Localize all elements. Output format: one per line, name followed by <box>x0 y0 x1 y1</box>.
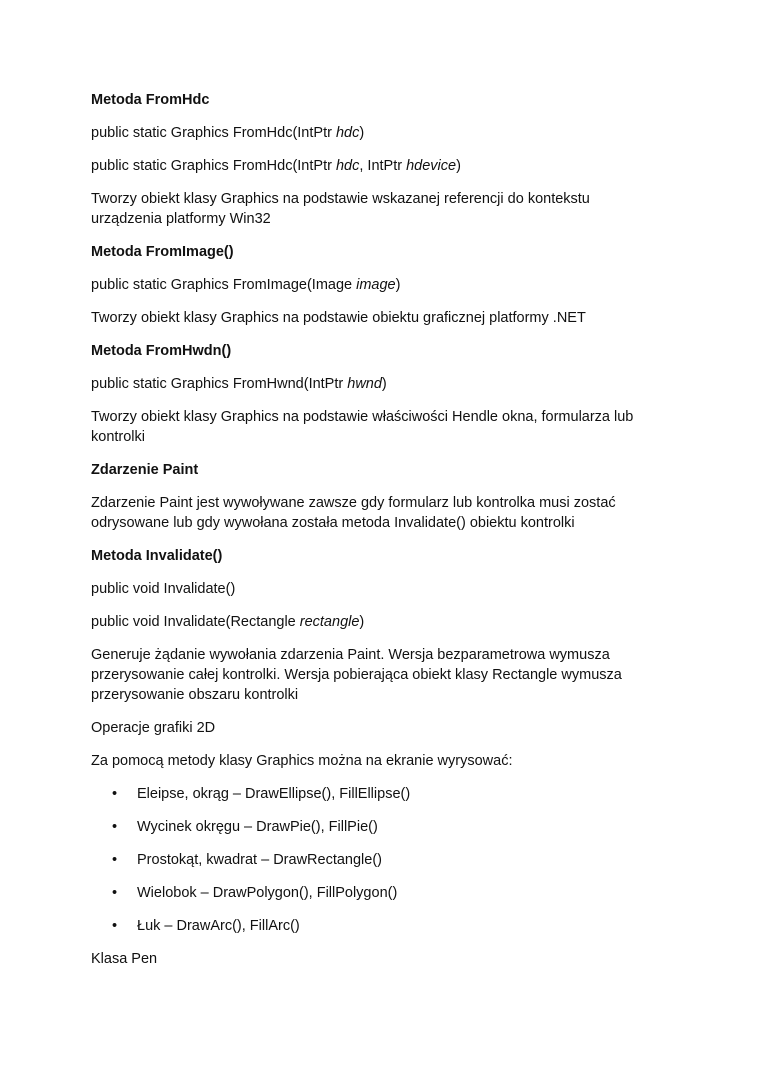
signature-fromhdc-2 <box>91 156 461 176</box>
desc-invalidate-line2: przerysowanie całej kontrolki. Wersja pobierająca obiekt klasy Rectangle wymusza <box>91 667 622 683</box>
bullet-icon: • <box>112 786 118 802</box>
sig-text: ) <box>381 376 387 392</box>
sig-text: , IntPtr <box>359 158 407 174</box>
heading-fromhdc: Metoda FromHdc <box>91 92 210 108</box>
list-item-text: Eleipse, okrąg – DrawEllipse(), FillEllipse() <box>137 786 411 802</box>
sig-arg: hwnd <box>347 376 382 392</box>
desc-fromhdc-line1: Tworzy obiekt klasy Graphics na podstawie wskazanej referencji do kontekstu <box>91 191 590 207</box>
desc-paint-line1: Zdarzenie Paint jest wywoływane zawsze gdy formularz lub kontrolka musi zostać <box>91 495 616 511</box>
bullet-icon: • <box>112 852 118 868</box>
sig-text: public static Graphics FromHdc(IntPtr <box>91 158 336 174</box>
desc-fromhwdn-line1: Tworzy obiekt klasy Graphics na podstawie właściwości Hendle okna, formularza lub <box>91 409 634 425</box>
sig-arg: hdc <box>335 125 360 141</box>
desc-fromhwdn-line2: kontrolki <box>91 429 145 445</box>
sig-text: ) <box>456 158 461 174</box>
sig-text: ) <box>395 277 401 293</box>
list-item-text: Wycinek okręgu – DrawPie(), FillPie() <box>137 819 378 835</box>
bullet-icon: • <box>112 885 118 901</box>
list-item-text: Prostokąt, kwadrat – DrawRectangle() <box>137 852 382 868</box>
sig-text: ) <box>359 614 365 630</box>
sig-text: public static Graphics FromHwnd(IntPtr <box>91 376 348 392</box>
title-graphics2d: Operacje grafiki 2D <box>91 720 216 736</box>
intro-graphics2d: Za pomocą metody klasy Graphics można na ekranie wyrysować: <box>91 753 513 769</box>
sig-arg: image <box>356 277 396 293</box>
signature-invalidate-1: public void Invalidate() <box>91 581 236 597</box>
signature-invalidate-2 <box>91 612 364 632</box>
sig-arg: hdevice <box>406 158 457 174</box>
title-pen: Klasa Pen <box>91 951 158 967</box>
heading-fromhwdn: Metoda FromHwdn() <box>91 343 232 359</box>
bullet-icon: • <box>112 819 118 835</box>
heading-fromimage: Metoda FromImage() <box>91 244 234 260</box>
sig-arg: rectangle <box>299 614 360 630</box>
signature-fromimage <box>91 275 400 295</box>
sig-text: ) <box>359 125 365 141</box>
signature-fromhdc-1 <box>91 123 364 143</box>
bullet-icon: • <box>112 918 118 934</box>
desc-invalidate-line1: Generuje żądanie wywołania zdarzenia Paint. Wersja bezparametrowa wymusza <box>91 647 610 663</box>
list-item-text: Łuk – DrawArc(), FillArc() <box>137 918 300 934</box>
sig-text: public static Graphics FromImage(Image <box>91 277 357 293</box>
desc-paint-line2: odrysowane lub gdy wywołana została metoda Invalidate() obiektu kontrolki <box>91 515 575 531</box>
sig-text: public static Graphics FromHdc(IntPtr <box>91 125 336 141</box>
sig-arg: hdc <box>335 158 360 174</box>
sig-text: public void Invalidate(Rectangle <box>91 614 300 630</box>
desc-fromhdc-line2: urządzenia platformy Win32 <box>91 211 271 227</box>
list-item-text: Wielobok – DrawPolygon(), FillPolygon() <box>137 885 398 901</box>
signature-fromhwnd <box>91 374 387 394</box>
heading-invalidate: Metoda Invalidate() <box>91 548 223 564</box>
desc-fromimage: Tworzy obiekt klasy Graphics na podstawie obiektu graficznej platformy .NET <box>91 310 586 326</box>
heading-paint: Zdarzenie Paint <box>91 462 199 478</box>
desc-invalidate-line3: przerysowanie obszaru kontrolki <box>91 687 299 703</box>
